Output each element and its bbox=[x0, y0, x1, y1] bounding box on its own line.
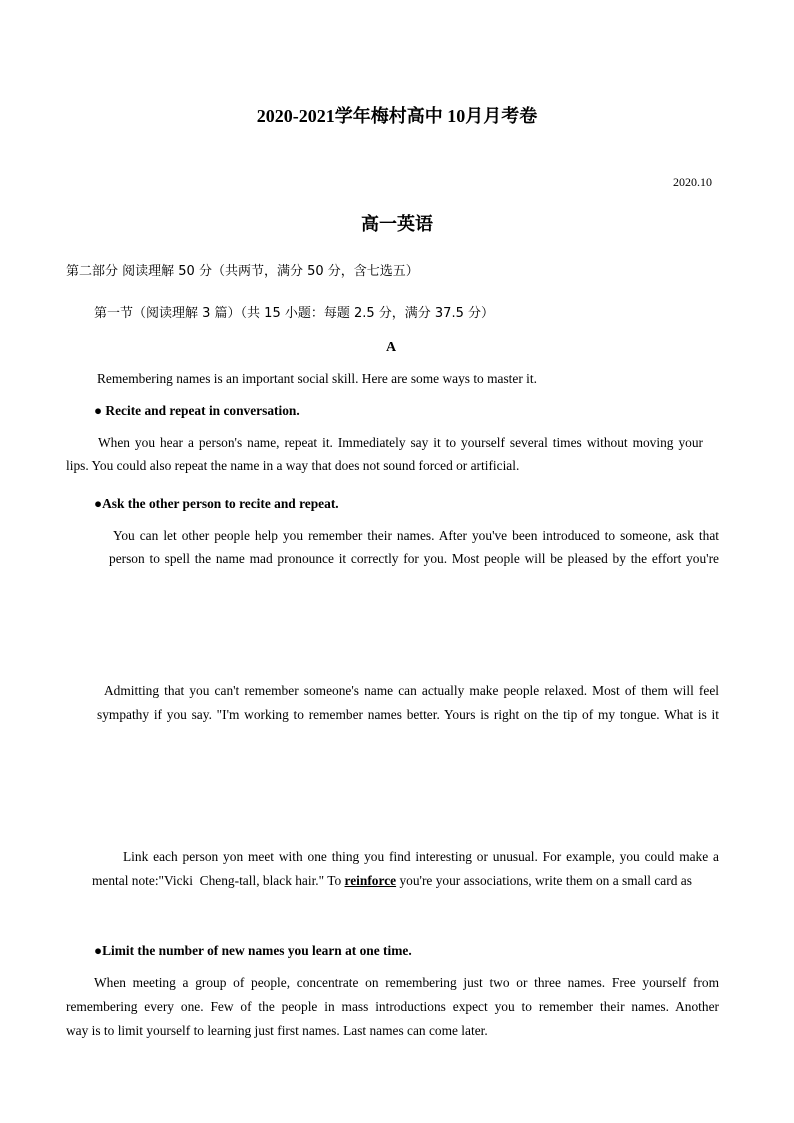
paragraph-5-line-1: When meeting a group of people, concentrate on remembering just two or three names. Free yourself from bbox=[94, 975, 719, 990]
paragraph-1-line-2: lips. You could also repeat the name in a way that does not sound forced or artificial. bbox=[66, 458, 520, 473]
paragraph-4-text-a: mental note:"Vicki Cheng-tall, black hair." To bbox=[92, 873, 345, 888]
paragraph-4-line-1: Link each person yon meet with one thing you find interesting or unusual. For example, you could make a bbox=[123, 849, 719, 864]
paragraph-5-line-3: way is to limit yourself to learning just first names. Last names can come later. bbox=[66, 1023, 488, 1038]
subject-title: 高一英语 bbox=[361, 214, 433, 234]
section-instruction: 第一节（阅读理解 3 篇）（共 15 小题：每题 2.5 分，满分 37.5 分） bbox=[94, 306, 494, 321]
heading-limit-names: ●Limit the number of new names you learn at one time. bbox=[94, 943, 412, 958]
paragraph-3-line-2: sympathy if you say. "I'm working to remember names better. Yours is right on the tip of my tongue. What is it bbox=[97, 707, 719, 722]
exam-title: 2020-2021学年梅村高中 10月月考卷 bbox=[256, 106, 538, 126]
paragraph-1-line-1: When you hear a person's name, repeat it. Immediately say it to yourself several times without moving your bbox=[98, 435, 703, 450]
heading-recite-repeat: ● Recite and repeat in conversation. bbox=[94, 403, 300, 418]
passage-letter: A bbox=[385, 340, 397, 355]
heading-ask-other-person: ●Ask the other person to recite and repeat. bbox=[94, 496, 339, 511]
exam-date: 2020.10 bbox=[673, 175, 712, 189]
underlined-word-reinforce: reinforce bbox=[344, 873, 397, 888]
paragraph-4-text-b: you're your associations, write them on a small card as bbox=[396, 873, 692, 888]
paragraph-3-line-1: Admitting that you can't remember someone's name can actually make people relaxed. Most of them will feel bbox=[104, 683, 719, 698]
paragraph-5-line-2: remembering every one. Few of the people in mass introductions expect you to remember their names. Another bbox=[66, 999, 719, 1014]
paragraph-2-line-2: person to spell the name mad pronounce it correctly for you. Most people will be pleased by the effort you're bbox=[109, 551, 719, 566]
paragraph-4-line-2 bbox=[92, 873, 719, 889]
paragraph-2-line-1: You can let other people help you remember their names. After you've been introduced to someone, ask that bbox=[113, 528, 719, 543]
passage-intro: Remembering names is an important social skill. Here are some ways to master it. bbox=[97, 371, 537, 386]
part-instruction: 第二部分 阅读理解 50 分（共两节，满分 50 分，含七选五） bbox=[66, 264, 419, 279]
